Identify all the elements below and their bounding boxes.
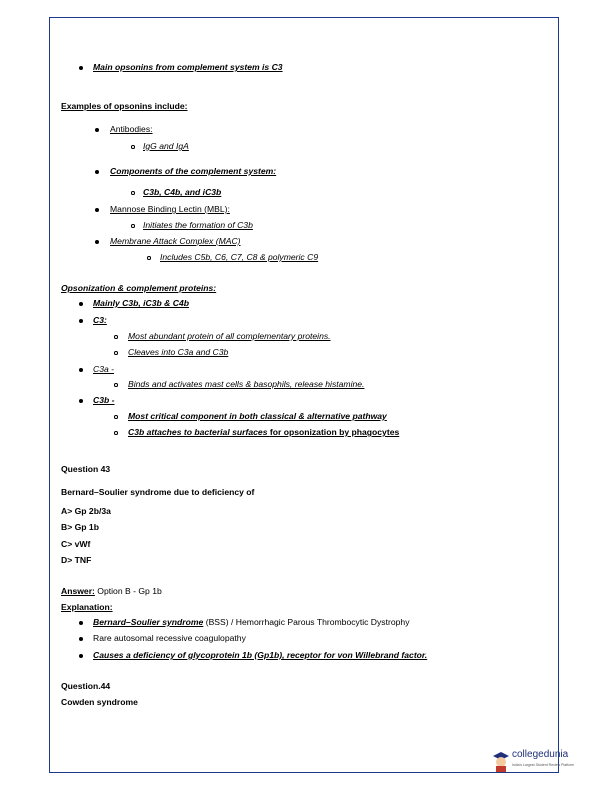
bullet	[79, 399, 83, 403]
logo-tagline: India's Largest Student Review Platform	[512, 763, 575, 767]
explanation-bss-line	[93, 617, 410, 628]
c3b-c4b-ic3b-text: C3b, C4b, and iC3b	[143, 187, 222, 197]
sub-bullet	[114, 431, 118, 435]
explanation-gp1b: Causes a deficiency of glycoprotein 1b (Gp1b), receptor for von Willebrand factor.	[93, 650, 428, 660]
mbl-initiates-text: Initiates the formation of C3b	[143, 220, 253, 230]
c3a-label: C3a -	[93, 364, 115, 374]
sub-bullet	[131, 145, 135, 149]
complement-components-label: Components of the complement system:	[110, 166, 277, 176]
bullet	[95, 240, 99, 244]
bullet	[95, 128, 99, 132]
graduate-mascot-icon	[492, 750, 510, 772]
question-44-text: Cowden syndrome	[61, 697, 138, 707]
bullet	[79, 66, 83, 70]
bullet	[79, 637, 83, 641]
c3b-label: C3b -	[93, 395, 115, 405]
c3-label: C3:	[93, 315, 107, 325]
sub-bullet	[131, 224, 135, 228]
mbl-label: Mannose Binding Lectin (MBL):	[110, 204, 230, 214]
sub-bullet	[114, 383, 118, 387]
bullet	[79, 319, 83, 323]
bullet	[79, 368, 83, 372]
bullet	[79, 621, 83, 625]
bullet	[95, 170, 99, 174]
igg-iga-text: IgG and IgA	[143, 141, 189, 151]
c3b-attaches-line	[128, 427, 399, 438]
c3b-critical-text: Most critical component in both classical & alternative pathway	[128, 411, 387, 421]
c3-cleaves-text: Cleaves into C3a and C3b	[128, 347, 229, 357]
collegedunia-logo	[492, 748, 575, 776]
opsonin-examples-heading: Examples of opsonins include:	[61, 101, 188, 111]
c3b-attaches-text: C3b attaches to bacterial surfaces	[128, 427, 270, 437]
explanation-label: Explanation:	[61, 602, 113, 612]
mac-includes-text: Includes C5b, C6, C7, C8 & polymeric C9	[160, 252, 319, 262]
answer-text: Option B - Gp 1b	[94, 586, 162, 596]
explanation-recessive: Rare autosomal recessive coagulopathy	[93, 633, 246, 643]
sub-bullet	[114, 335, 118, 339]
sub-bullet	[131, 191, 135, 195]
question-44-label: Question.44	[61, 681, 111, 691]
antibodies-label: Antibodies:	[110, 124, 153, 134]
mac-label: Membrane Attack Complex (MAC)	[110, 236, 241, 246]
bullet	[79, 654, 83, 658]
question-43-label: Question 43	[61, 464, 111, 474]
option-d: D> TNF	[61, 555, 92, 565]
mainly-c3b-text: Mainly C3b, iC3b & C4b	[93, 298, 189, 308]
answer-label: Answer:	[61, 586, 95, 596]
option-a: A> Gp 2b/3a	[61, 506, 111, 516]
sub-bullet	[114, 351, 118, 355]
sub-bullet	[147, 256, 151, 260]
bullet	[95, 208, 99, 212]
bullet	[79, 302, 83, 306]
phagocytes-text: for opsonization by phagocytes	[269, 427, 400, 437]
c3-abundant-text: Most abundant protein of all complementary proteins.	[128, 331, 331, 341]
answer-line	[61, 586, 162, 597]
logo-wordmark: collegedunia	[512, 749, 569, 760]
bss-description: (BSS) / Hemorrhagic Parous Thrombocytic Dystrophy	[203, 617, 410, 627]
bss-term: Bernard–Soulier syndrome	[93, 617, 204, 627]
opsonization-heading: Opsonization & complement proteins:	[61, 283, 217, 293]
c3a-binds-text: Binds and activates mast cells & basophils, release histamine.	[128, 379, 365, 389]
option-b: B> Gp 1b	[61, 522, 99, 532]
sub-bullet	[114, 415, 118, 419]
option-c: C> vWf	[61, 539, 91, 549]
question-43-text: Bernard–Soulier syndrome due to deficiency of	[61, 487, 255, 497]
opsonin-main-statement: Main opsonins from complement system is C3	[93, 62, 283, 72]
